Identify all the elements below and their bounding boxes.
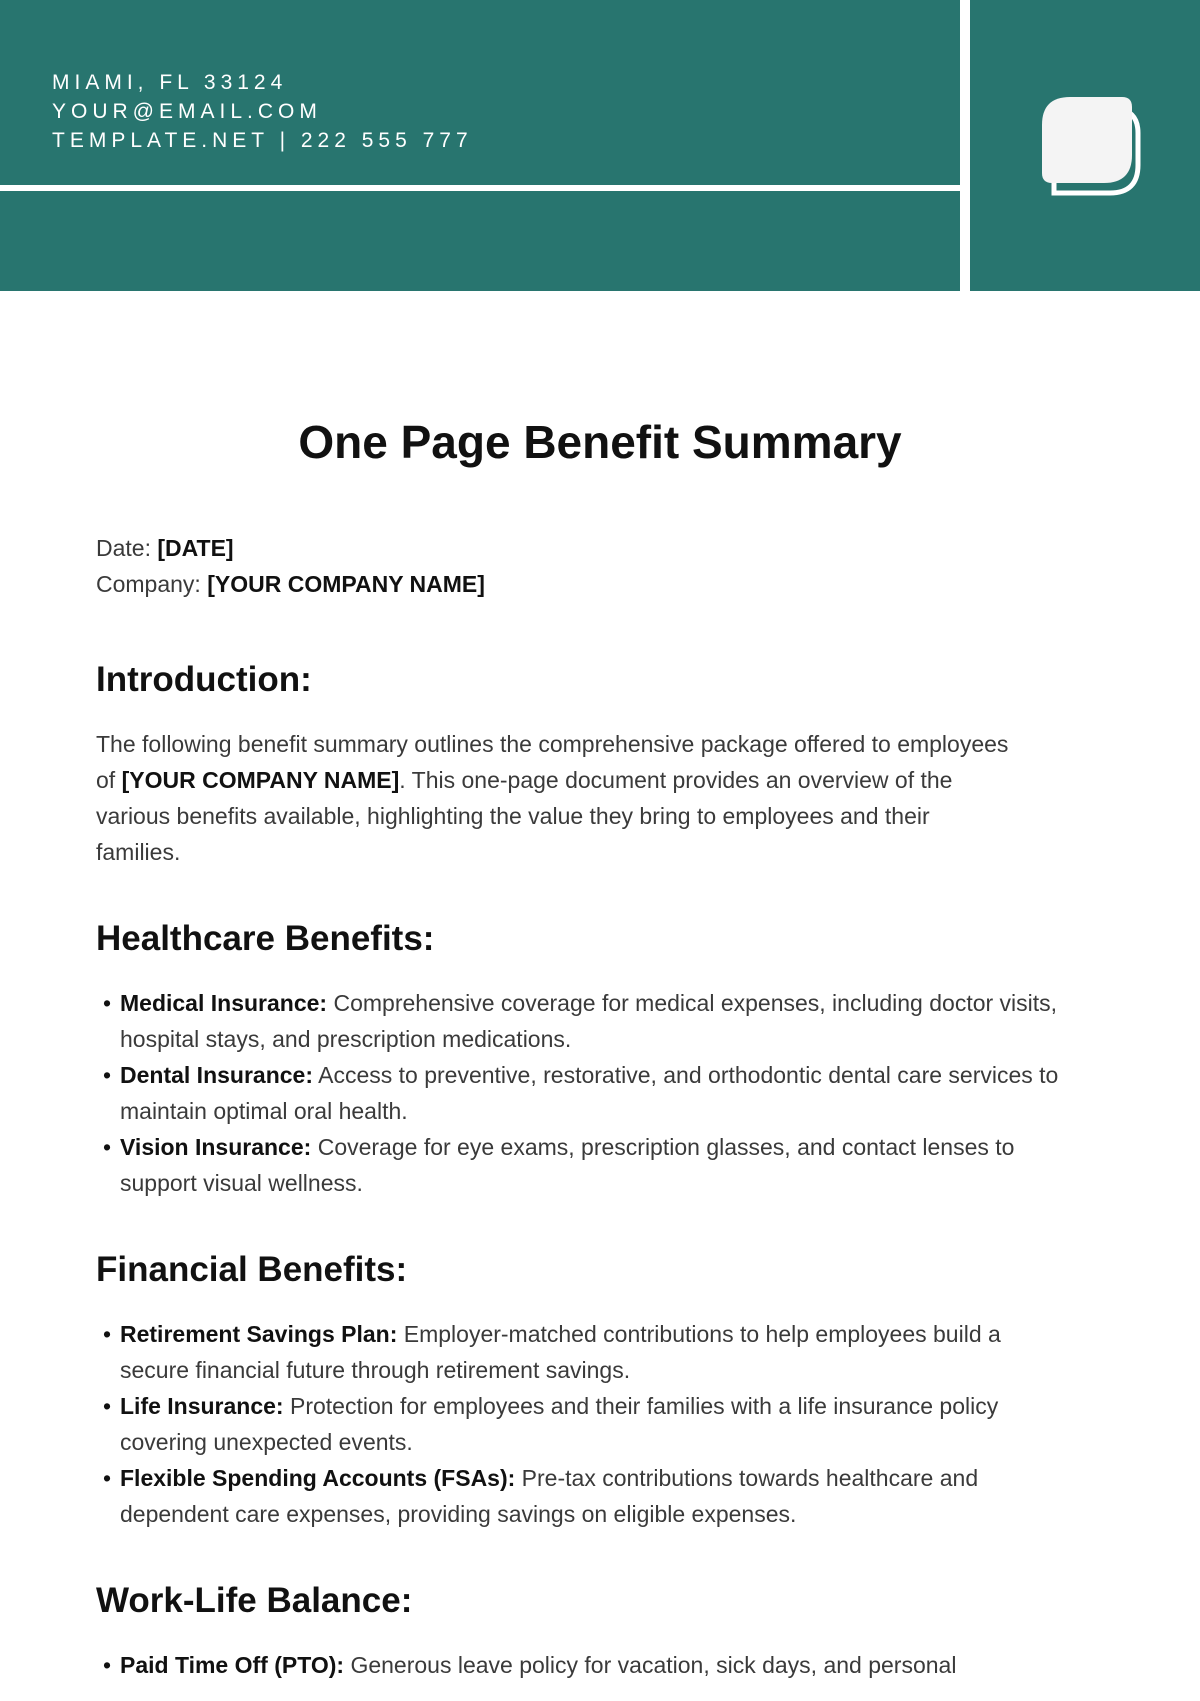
- date-value: [DATE]: [157, 535, 234, 561]
- benefit-text: Generous leave policy for vacation, sick days, and personal: [344, 1652, 957, 1678]
- introduction-text-before: The following benefit summary outlines the comprehensive package offered to employees of: [96, 731, 1009, 793]
- company-line: [96, 566, 1096, 602]
- date-line: [96, 530, 1096, 566]
- introduction-heading: Introduction:: [96, 660, 312, 699]
- list-item: [96, 1316, 1076, 1388]
- healthcare-list: [96, 985, 1076, 1201]
- benefit-label: Medical Insurance:: [120, 990, 328, 1016]
- benefit-text: Coverage for eye exams, prescription glasses, and contact lenses to support visual wellness.: [120, 1134, 1015, 1196]
- benefit-text: Employer-matched contributions to help employees build a secure financial future through retirement savings.: [120, 1321, 1001, 1383]
- benefit-label: Retirement Savings Plan:: [120, 1321, 398, 1347]
- contact-email: YOUR@EMAIL.COM: [52, 100, 322, 123]
- healthcare-heading: Healthcare Benefits:: [96, 919, 435, 958]
- contact-website-phone: TEMPLATE.NET | 222 555 777: [52, 129, 473, 152]
- benefit-text: Protection for employees and their families with a life insurance policy covering unexpected events.: [120, 1393, 999, 1455]
- benefit-label: Flexible Spending Accounts (FSAs):: [120, 1465, 516, 1491]
- benefit-text: Comprehensive coverage for medical expenses, including doctor visits, hospital stays, and prescription medications.: [120, 990, 1058, 1052]
- worklife-heading: Work-Life Balance:: [96, 1581, 413, 1620]
- company-value: [YOUR COMPANY NAME]: [207, 571, 485, 597]
- contact-address: MIAMI, FL 33124: [52, 71, 288, 94]
- benefit-text: Pre-tax contributions towards healthcare and dependent care expenses, providing savings on eligible expenses.: [120, 1465, 979, 1527]
- company-label: Company:: [96, 571, 201, 597]
- introduction-company: [YOUR COMPANY NAME]: [121, 767, 400, 793]
- header-divider-vertical: [960, 0, 970, 291]
- document-body: [96, 530, 1096, 1683]
- benefit-label: Vision Insurance:: [120, 1134, 312, 1160]
- contact-block: [52, 68, 473, 155]
- financial-heading: Financial Benefits:: [96, 1250, 408, 1289]
- worklife-list: [96, 1647, 1076, 1683]
- list-item: [96, 1460, 1076, 1532]
- list-item: [96, 1647, 1076, 1683]
- list-item: [96, 1057, 1076, 1129]
- header-banner: [0, 0, 1200, 291]
- benefit-label: Life Insurance:: [120, 1393, 284, 1419]
- list-item: [96, 1388, 1076, 1460]
- introduction-paragraph: [96, 726, 1016, 870]
- introduction-text-after: . This one-page document provides an overview of the various benefits available, highlighting the value they bring to employees and their families.: [96, 767, 953, 865]
- benefit-label: Dental Insurance:: [120, 1062, 313, 1088]
- leaf-logo-icon: [1040, 95, 1144, 199]
- page-title: One Page Benefit Summary: [298, 416, 902, 468]
- list-item: [96, 985, 1076, 1057]
- financial-list: [96, 1316, 1076, 1532]
- header-divider-horizontal: [0, 185, 963, 191]
- benefit-text: Access to preventive, restorative, and orthodontic dental care services to maintain optimal oral health.: [120, 1062, 1059, 1124]
- list-item: [96, 1129, 1076, 1201]
- date-label: Date:: [96, 535, 151, 561]
- benefit-label: Paid Time Off (PTO):: [120, 1652, 345, 1678]
